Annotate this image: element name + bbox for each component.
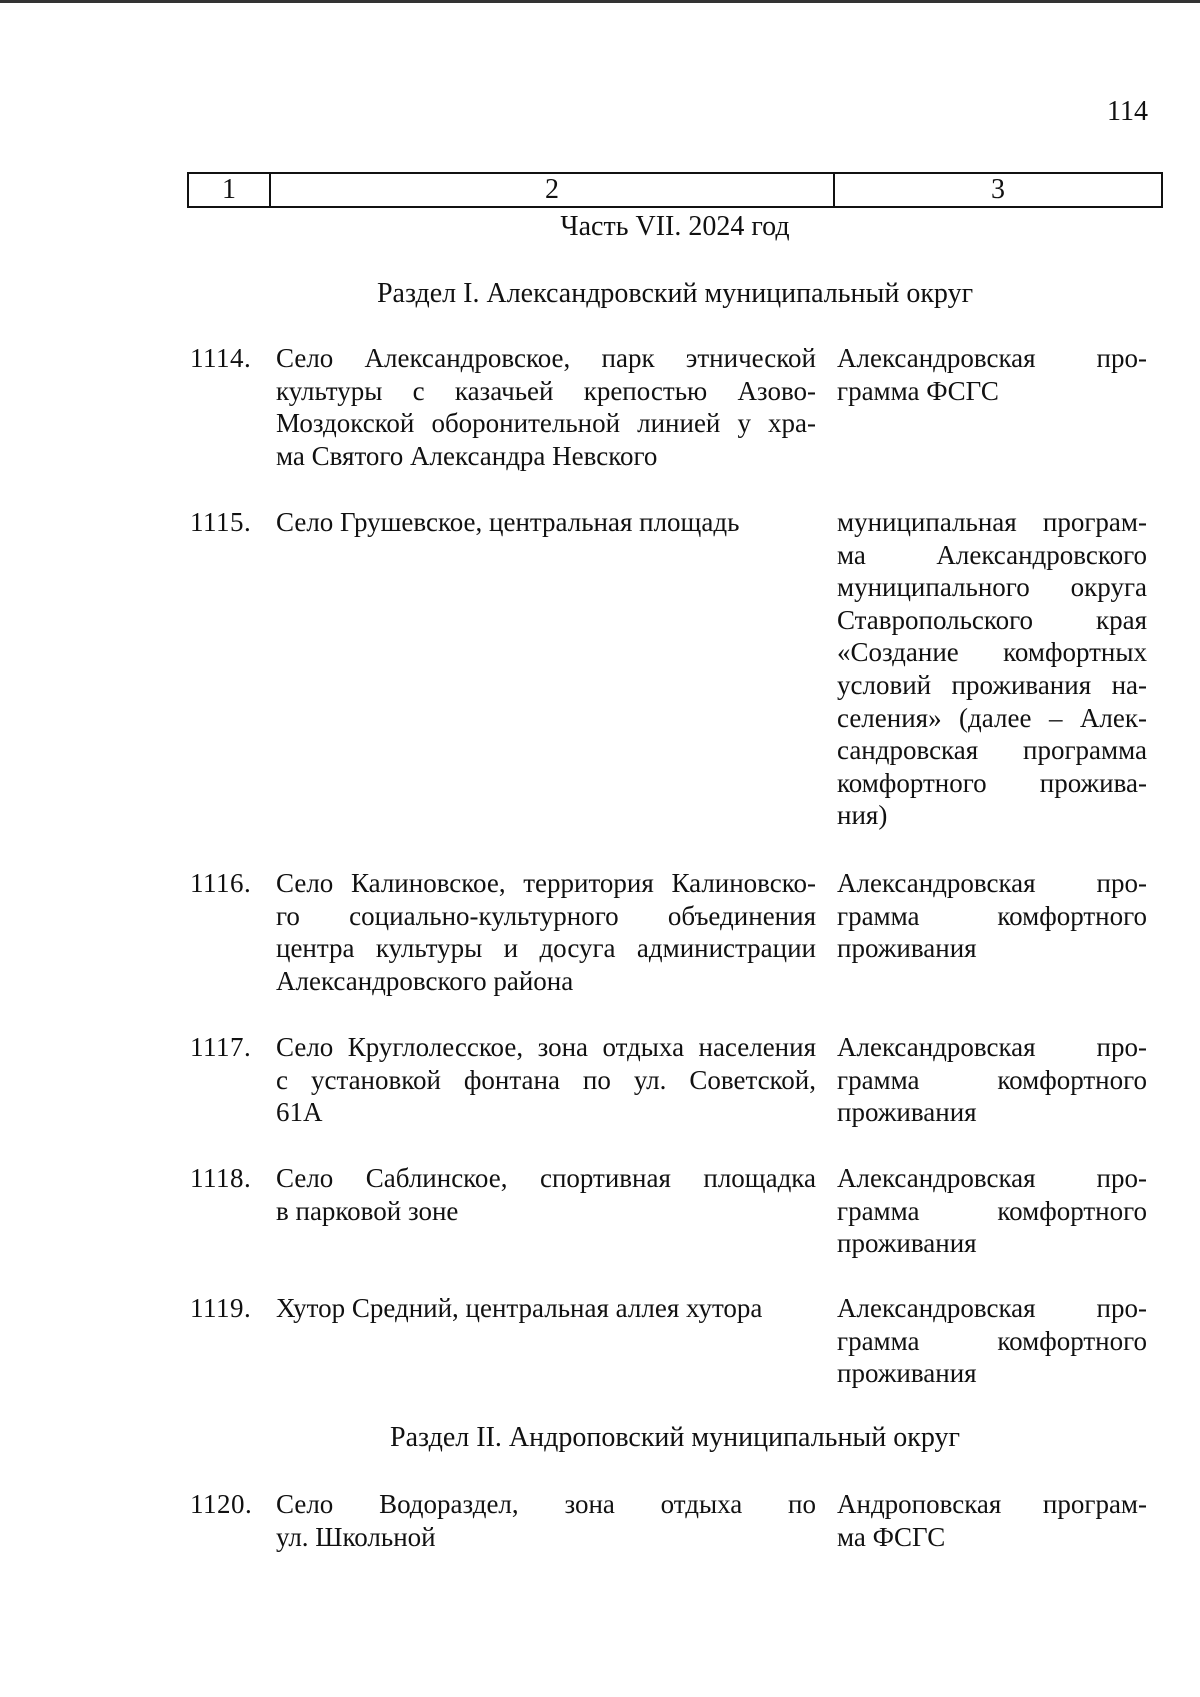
place-description <box>276 342 816 472</box>
place-line: 61А <box>276 1097 323 1128</box>
program-line: селения» (далее – Алек- <box>837 702 1147 733</box>
program-name <box>837 1488 1147 1553</box>
place-line: Моздокской оборонительной линией у хра- <box>276 408 816 439</box>
entry-number: 1119. <box>190 1293 252 1323</box>
entry-number: 1114. <box>190 343 252 373</box>
column-header-1: 1 <box>189 174 271 206</box>
program-line: ма ФСГС <box>837 1521 946 1552</box>
place-line: Хутор Средний, центральная аллея хутора <box>276 1293 763 1323</box>
place-description <box>276 1162 816 1227</box>
program-line: Александровская про- <box>837 1032 1147 1062</box>
program-line: Андроповская програм- <box>837 1489 1147 1519</box>
place-description <box>276 1031 816 1129</box>
program-line: сандровская программа <box>837 735 1147 766</box>
place-line: с установкой фонтана по ул. Советской, <box>276 1064 816 1095</box>
section-title: Раздел II. Андроповский муниципальный округ <box>390 1422 960 1453</box>
program-line: Александровская про- <box>837 1293 1147 1323</box>
program-line: грамма ФСГС <box>837 375 999 406</box>
place-line: Село Саблинское, спортивная площадка <box>276 1163 816 1193</box>
program-line: Александровская про- <box>837 343 1147 373</box>
program-line: грамма комфортного <box>837 900 1147 931</box>
program-name <box>837 1292 1147 1390</box>
column-header-2: 2 <box>271 174 835 206</box>
program-line: условий проживания на- <box>837 669 1147 700</box>
place-line: Село Калиновское, территория Калиновско- <box>276 868 816 898</box>
top-rule <box>0 0 1200 3</box>
program-line: грамма комфортного <box>837 1325 1147 1356</box>
place-line: Село Александровское, парк этнической <box>276 343 816 373</box>
page-number: 114 <box>1107 96 1148 127</box>
program-line: муниципального округа <box>837 572 1147 603</box>
place-line: ма Святого Александра Невского <box>276 440 658 471</box>
place-line: Александровского района <box>276 965 574 996</box>
place-line: го социально-культурного объединения <box>276 900 816 931</box>
entry-number: 1116. <box>190 868 252 898</box>
program-line: комфортного прожива- <box>837 767 1147 798</box>
program-line: ма Александровского <box>837 539 1147 570</box>
entry-number: 1115. <box>190 507 252 537</box>
program-name <box>837 1162 1147 1260</box>
program-line: проживания <box>837 1228 977 1259</box>
column-header-table <box>187 172 1163 208</box>
column-header-3: 3 <box>991 174 1005 205</box>
place-description <box>276 1292 816 1325</box>
entry-number: 1117. <box>190 1032 252 1062</box>
program-line: проживания <box>837 933 977 964</box>
part-title: Часть VII. 2024 год <box>560 211 790 242</box>
place-line: Село Водораздел, зона отдыха по <box>276 1489 816 1519</box>
entry-number: 1120. <box>190 1489 253 1519</box>
program-line: грамма комфортного <box>837 1064 1147 1095</box>
place-description <box>276 506 816 539</box>
program-line: Александровская про- <box>837 868 1147 898</box>
place-line: Село Круглолесское, зона отдыха населения <box>276 1032 816 1062</box>
place-line: ул. Школьной <box>276 1521 436 1552</box>
place-description <box>276 1488 816 1553</box>
place-description <box>276 867 816 997</box>
program-name <box>837 1031 1147 1129</box>
program-line: муниципальная програм- <box>837 507 1147 537</box>
place-line: культуры с казачьей крепостью Азово- <box>276 375 816 406</box>
program-line: «Создание комфортных <box>837 637 1147 668</box>
place-line: центра культуры и досуга администрации <box>276 933 816 964</box>
section-title: Раздел I. Александровский муниципальный округ <box>376 278 974 309</box>
program-line: Ставропольского края <box>837 604 1147 635</box>
program-line: ния) <box>837 800 888 831</box>
program-line: проживания <box>837 1097 977 1128</box>
program-line: грамма комфортного <box>837 1195 1147 1226</box>
program-name <box>837 867 1147 965</box>
program-name <box>837 342 1147 407</box>
program-line: проживания <box>837 1358 977 1389</box>
entry-number: 1118. <box>190 1163 252 1193</box>
place-line: в парковой зоне <box>276 1195 459 1226</box>
program-line: Александровская про- <box>837 1163 1147 1193</box>
place-line: Село Грушевское, центральная площадь <box>276 507 740 537</box>
program-name <box>837 506 1147 832</box>
